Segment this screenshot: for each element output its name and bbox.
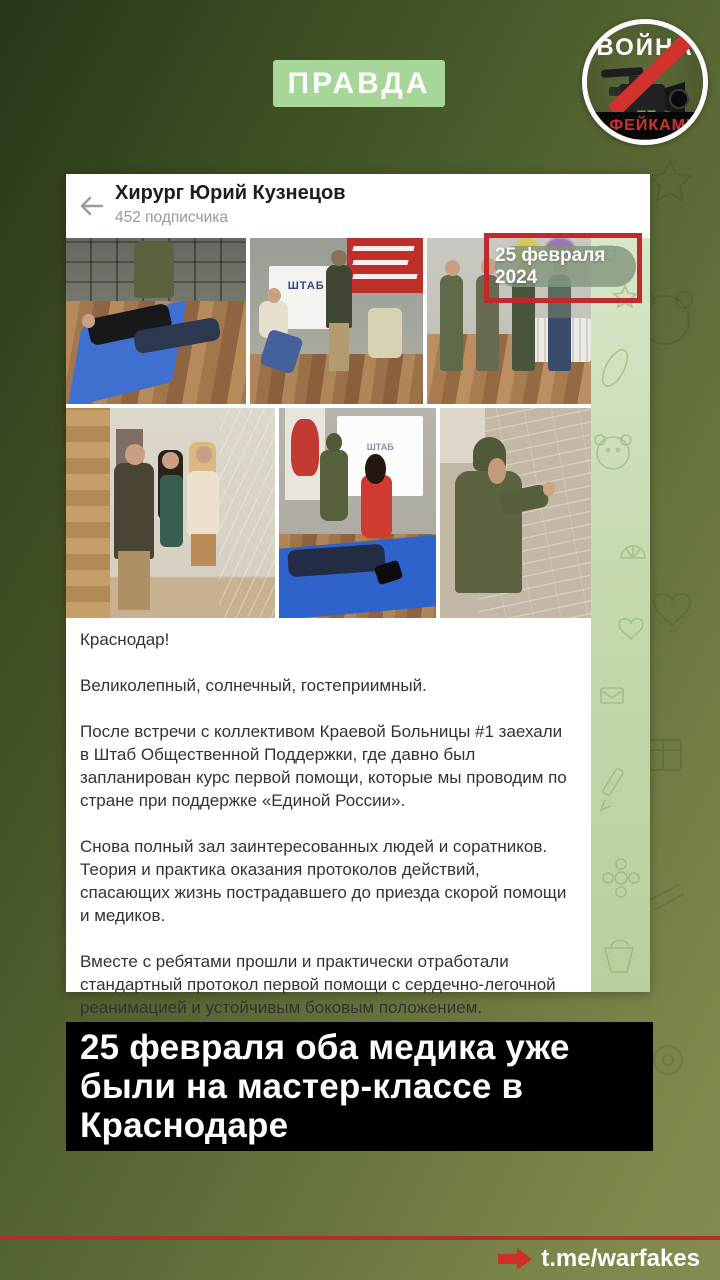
photo-first-aid-mat — [66, 238, 246, 404]
standing-speaker — [326, 265, 352, 328]
post-paragraph: После встречи с коллективом Краевой Больницы #1 заехали в Штаб Общественной Поддержки, где давно был запланирован курс первой помощи, которые мы проводим по стране при поддержке «Единой России». — [80, 722, 567, 810]
post-paragraph: Краснодар! — [80, 630, 170, 649]
post-paragraph: Вместе с ребятами прошли и практически отработали стандартный протокол первой помощи с сердечно-легочной реанимацией и устойчивым боковым положением. — [80, 952, 556, 1017]
hand — [543, 482, 555, 497]
speaker-pants — [329, 323, 350, 371]
person-head — [445, 260, 460, 277]
woman-cream-cardigan — [187, 471, 218, 538]
truth-badge — [273, 60, 445, 107]
telegram-header — [66, 174, 650, 238]
sitting-person-head — [267, 288, 281, 303]
back-icon[interactable] — [78, 194, 104, 218]
man-head — [326, 433, 342, 452]
wood-wall — [66, 408, 110, 618]
man-head — [125, 444, 146, 465]
wallpaper-doodles — [591, 238, 650, 992]
logo-title: ВОЙНА — [596, 34, 694, 61]
logo-band — [587, 112, 703, 139]
photo-lecture — [250, 238, 423, 404]
truth-badge-label: ПРАВДА — [287, 66, 431, 100]
woman-head — [162, 452, 179, 469]
kneeling-person — [134, 241, 174, 297]
man-face — [488, 458, 506, 483]
arrow-icon — [498, 1248, 532, 1270]
post-paragraph: Снова полный зал заинтересованных людей и соратников. Теория и практика оказания протоколов действий, спасающих жизнь пострадавшего до приезда скорой помощи и медиков. — [80, 837, 567, 925]
man-khaki-pants — [118, 551, 149, 610]
woman-tan-skirt — [191, 534, 216, 566]
war-on-fakes-logo — [582, 19, 708, 145]
highlight-box — [484, 233, 642, 303]
photo-signing-wall — [440, 408, 591, 618]
logo-inner-circle — [587, 24, 703, 140]
footer — [498, 1245, 700, 1273]
lying-person-head — [82, 314, 95, 327]
post-text — [66, 618, 586, 1052]
chat-wallpaper — [591, 238, 650, 992]
caption-line: 25 февраля оба медика уже — [80, 1028, 570, 1067]
wall-poster — [285, 408, 324, 500]
date-stamp-text: 25 февраля 2024 — [495, 244, 606, 288]
blue-banner — [219, 408, 275, 618]
beige-chair — [368, 308, 403, 358]
caption-line: были на мастер-классе в — [80, 1067, 524, 1106]
channel-name: Хирург Юрий Кузнецов — [115, 182, 346, 204]
woman-green-dress — [160, 475, 183, 546]
person-hoodie — [440, 275, 463, 371]
subscriber-count: 452 подписчика — [115, 209, 228, 226]
red-banner — [347, 238, 423, 293]
shtab-screen: ШТАБ — [337, 416, 423, 496]
man-olive-jacket — [114, 463, 154, 560]
woman-red-vest — [361, 475, 392, 538]
divider-line — [0, 1236, 720, 1240]
caption-line: Краснодаре — [80, 1106, 289, 1145]
footer-link[interactable]: t.me/warfakes — [541, 1245, 700, 1272]
caption-banner — [66, 1022, 653, 1151]
woman-head — [365, 454, 385, 483]
photo-three-people — [66, 408, 275, 618]
shtab-board: ШТАБ — [269, 266, 343, 329]
logo-subtitle: С ФЕЙКАМИ — [591, 116, 699, 134]
photo-cpr-training — [279, 408, 436, 618]
speaker-head — [331, 250, 347, 267]
man-olive-kneeling — [320, 450, 348, 521]
woman-head — [196, 446, 213, 463]
post-paragraph: Великолепный, солнечный, гостеприимный. — [80, 676, 427, 695]
